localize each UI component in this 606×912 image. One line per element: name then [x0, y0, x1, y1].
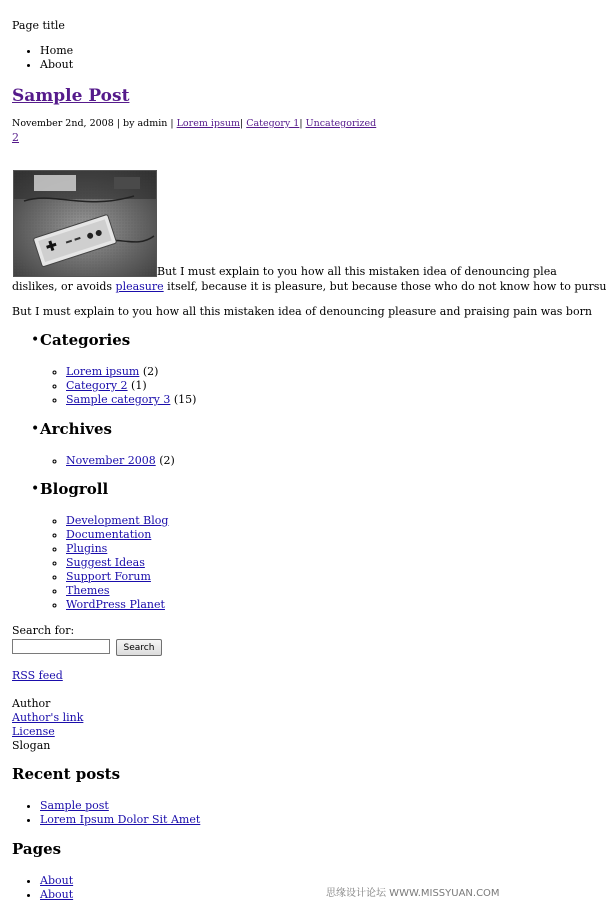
slogan: Slogan	[12, 739, 51, 752]
watermark: 思缘设计论坛 WWW.MISSYUAN.COM	[326, 888, 500, 899]
blogroll-item: ◦ Suggest Ideas	[66, 556, 168, 570]
post-category-link[interactable]: Lorem ipsum	[176, 118, 240, 129]
pleasure-link[interactable]: pleasure	[115, 280, 164, 293]
category-item: ◦ Category 2 (1)	[66, 379, 196, 393]
post-title-link[interactable]: Sample Post	[12, 86, 130, 106]
nav-item-home[interactable]: • Home	[40, 44, 73, 58]
archives-title: Archives	[40, 420, 112, 438]
page-item: • About	[40, 888, 73, 902]
page-item: • About	[40, 874, 73, 888]
search-button[interactable]: Search	[116, 639, 162, 656]
widget-bullet: •	[31, 421, 40, 437]
blogroll-item: ◦ WordPress Planet	[66, 598, 168, 612]
widget-bullet: •	[31, 481, 40, 497]
license-link[interactable]: License	[12, 725, 55, 738]
post-title	[12, 86, 129, 106]
category-item: ◦ Lorem ipsum (2)	[66, 365, 196, 379]
recent-posts-list	[40, 799, 200, 827]
post-category-link[interactable]: Uncategorized	[305, 118, 377, 129]
search-input[interactable]	[12, 639, 110, 654]
post-paragraph: But I must explain to you how all this mistaken idea of denouncing pleasure and praising pain was born	[12, 305, 592, 318]
author-link[interactable]: Author's link	[12, 711, 84, 724]
blogroll-title: Blogroll	[40, 480, 109, 498]
recent-posts-title: Recent posts	[12, 765, 121, 783]
recent-post-item: • Lorem Ipsum Dolor Sit Amet	[40, 813, 200, 827]
nav-item-about[interactable]: • About	[40, 58, 73, 72]
archive-item: ◦ November 2008 (2)	[66, 454, 175, 468]
post-date-author: November 2nd, 2008 | by admin |	[12, 118, 177, 129]
rss-feed-link[interactable]: RSS feed	[12, 669, 63, 682]
blogroll-item: ◦ Documentation	[66, 528, 168, 542]
rss-feed	[12, 669, 63, 683]
category-item: ◦ Sample category 3 (15)	[66, 393, 196, 407]
comments-link[interactable]: 2	[12, 131, 19, 144]
game-controller-photo	[14, 171, 156, 276]
license-link-wrap	[12, 725, 55, 739]
blogroll-item: ◦ Support Forum	[66, 570, 168, 584]
author-link-wrap	[12, 711, 83, 725]
author-text: Author	[12, 697, 51, 710]
post-meta: November 2nd, 2008 | by admin | Lorem ipsum| Category 1| Uncategorized	[12, 118, 377, 129]
page-title: Page title	[12, 19, 65, 32]
main-nav	[40, 44, 73, 72]
blogroll-item: ◦ Plugins	[66, 542, 168, 556]
post-category-link[interactable]: Category 1	[246, 118, 300, 129]
categories-title: Categories	[40, 331, 131, 349]
archives-list	[66, 454, 175, 468]
recent-post-item: • Sample post	[40, 799, 200, 813]
blogroll-item: ◦ Themes	[66, 584, 168, 598]
blogroll-item: ◦ Development Blog	[66, 514, 168, 528]
search-label: Search for:	[12, 624, 75, 637]
post-paragraph-line: dislikes, or avoids pleasure itself, because it is pleasure, but because those who do not know how to pursu	[12, 280, 606, 293]
blogroll-list	[66, 514, 168, 612]
categories-list	[66, 365, 196, 407]
post-paragraph-line: But I must explain to you how all this mistaken idea of denouncing plea	[157, 265, 557, 278]
pages-title: Pages	[12, 840, 62, 858]
comments-count	[12, 131, 19, 145]
post-image	[13, 170, 157, 277]
widget-bullet: •	[31, 332, 40, 348]
pages-list	[40, 874, 73, 902]
